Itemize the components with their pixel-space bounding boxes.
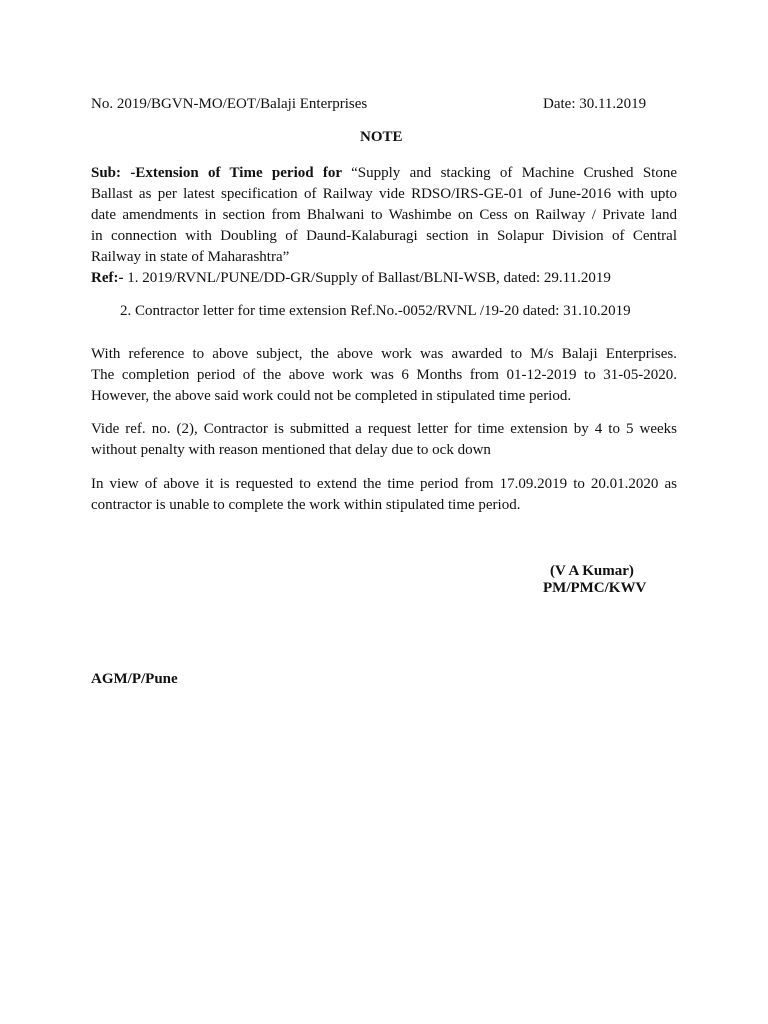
ref-label: Ref:- — [91, 270, 124, 286]
subject-line-2: Ballast as per latest specification of Railway vide RDSO/IRS-GE-01 of June-2016 with upto — [91, 186, 677, 202]
reference-1 — [91, 268, 611, 289]
paragraph-1 — [91, 344, 677, 407]
paragraph-2-line-2: without penalty with reason mentioned that delay due to ock down — [91, 442, 491, 458]
subject-line-4: in connection with Doubling of Daund-Kalaburagi section in Solapur Division of Central — [91, 228, 677, 244]
reference-2: 2. Contractor letter for time extension Ref.No.-0052/RVNL /19-20 dated: 31.10.2019 — [120, 303, 631, 319]
addressee: AGM/P/Pune — [91, 671, 178, 687]
signatory-designation: PM/PMC/KWV — [543, 580, 647, 596]
note-title: NOTE — [360, 129, 403, 145]
signatory-name: (V A Kumar) — [550, 563, 634, 579]
paragraph-1-line-3: However, the above said work could not be completed in stipulated time period. — [91, 388, 572, 404]
reference-number: No. 2019/BGVN-MO/EOT/Balaji Enterprises — [91, 96, 368, 112]
ref-1-text: 1. 2019/RVNL/PUNE/DD-GR/Supply of Ballast/BLNI-WSB, dated: 29.11.2019 — [123, 270, 611, 286]
subject-line-3: date amendments in section from Bhalwani to Washimbe on Cess on Railway / Private land — [91, 207, 677, 223]
subject-label: Sub: -Extension of Time period for — [91, 165, 352, 181]
paragraph-3-line-1: In view of above it is requested to extend the time period from 17.09.2019 to 20.01.2020 as — [91, 476, 677, 492]
paragraph-3-line-2: contractor is unable to complete the work within stipulated time period. — [91, 497, 521, 513]
subject-line-1: “Supply and stacking of Machine Crushed Stone — [351, 165, 677, 181]
paragraph-2-line-1: Vide ref. no. (2), Contractor is submitted a request letter for time extension by 4 to 5 weeks — [91, 421, 677, 437]
paragraph-3 — [91, 474, 677, 516]
paragraph-2 — [91, 419, 677, 461]
subject-line-5: Railway in state of Maharashtra” — [91, 249, 290, 265]
paragraph-1-line-2: The completion period of the above work was 6 Months from 01-12-2019 to 31-05-2020. — [91, 367, 677, 383]
paragraph-1-line-1: With reference to above subject, the above work was awarded to M/s Balaji Enterprises. — [91, 346, 677, 362]
document-date: Date: 30.11.2019 — [543, 96, 647, 112]
subject-block — [91, 163, 677, 268]
